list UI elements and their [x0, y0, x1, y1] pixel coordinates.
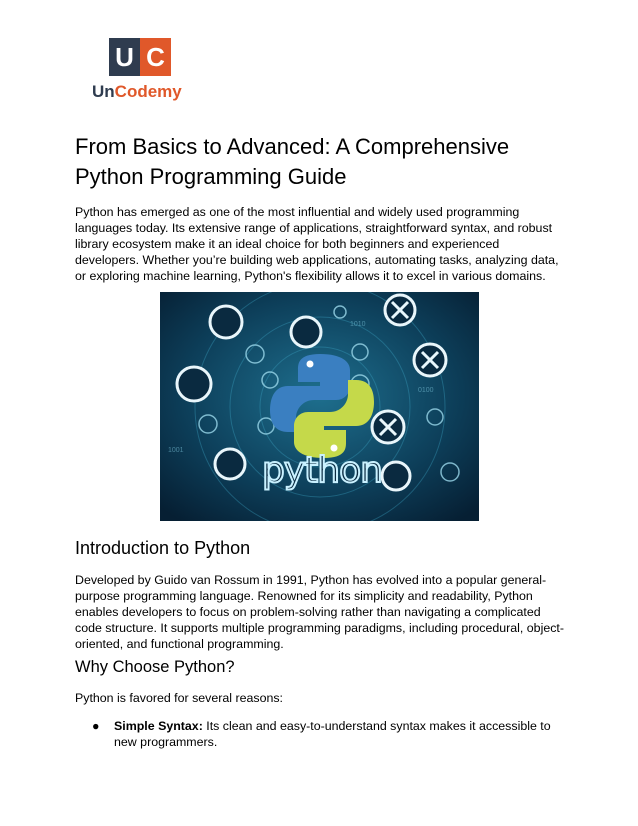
intro-paragraph: Python has emerged as one of the most influential and widely used programming languages today. Its extensive range of applications, straightforward syntax, and robust library ecosystem make it an ideal choice for both beginners and experienced developers. Whether you’re building web applications, automating tasks, analyzing data, or exploring machine learning, Python's flexibility allows it to excel in various domains. — [75, 205, 559, 283]
gear-icon — [291, 317, 321, 347]
bullet-term: Simple Syntax: — [114, 719, 203, 733]
binary-text: 1010 — [350, 321, 366, 328]
gear-icon — [177, 367, 211, 401]
introduction-paragraph: Developed by Guido van Rossum in 1991, Python has evolved into a popular general-purpose programming language. Renowned for its simplicity and readability, Python enables developers to focus on problem-solving rather than navigating a complicated code structure. It supports multiple programming paradigms, including procedural, object-oriented, and functional programming. — [75, 573, 564, 651]
bullet-text: Its clean and easy-to-understand syntax makes it accessible to new programmers. — [114, 719, 551, 749]
reasons-lead: Python is favored for several reasons: — [75, 691, 283, 705]
uncodemy-logo — [92, 38, 192, 106]
logo-mark — [109, 38, 171, 76]
logo-wordmark — [92, 82, 182, 102]
binary-text: 0100 — [418, 387, 434, 394]
python-wordmark: python — [262, 450, 382, 491]
page-title: From Basics to Advanced: A Comprehensive Python Programming Guide — [75, 134, 510, 189]
logo-wordmark-b: Codemy — [114, 82, 182, 101]
python-hero-image — [160, 292, 479, 521]
section-heading-why-python: Why Choose Python? — [75, 658, 235, 676]
reasons-list — [92, 718, 552, 750]
gear-icon — [210, 306, 242, 338]
section-heading-introduction: Introduction to Python — [75, 538, 251, 558]
logo-wordmark-a: Un — [92, 82, 115, 101]
gear-icon — [215, 449, 245, 479]
list-item — [92, 718, 552, 750]
gear-icon — [382, 462, 410, 490]
binary-text: 1001 — [168, 447, 184, 454]
logo-mark-u: U — [109, 38, 140, 76]
logo-mark-c: C — [140, 38, 171, 76]
bullet-icon: ● — [92, 719, 100, 733]
